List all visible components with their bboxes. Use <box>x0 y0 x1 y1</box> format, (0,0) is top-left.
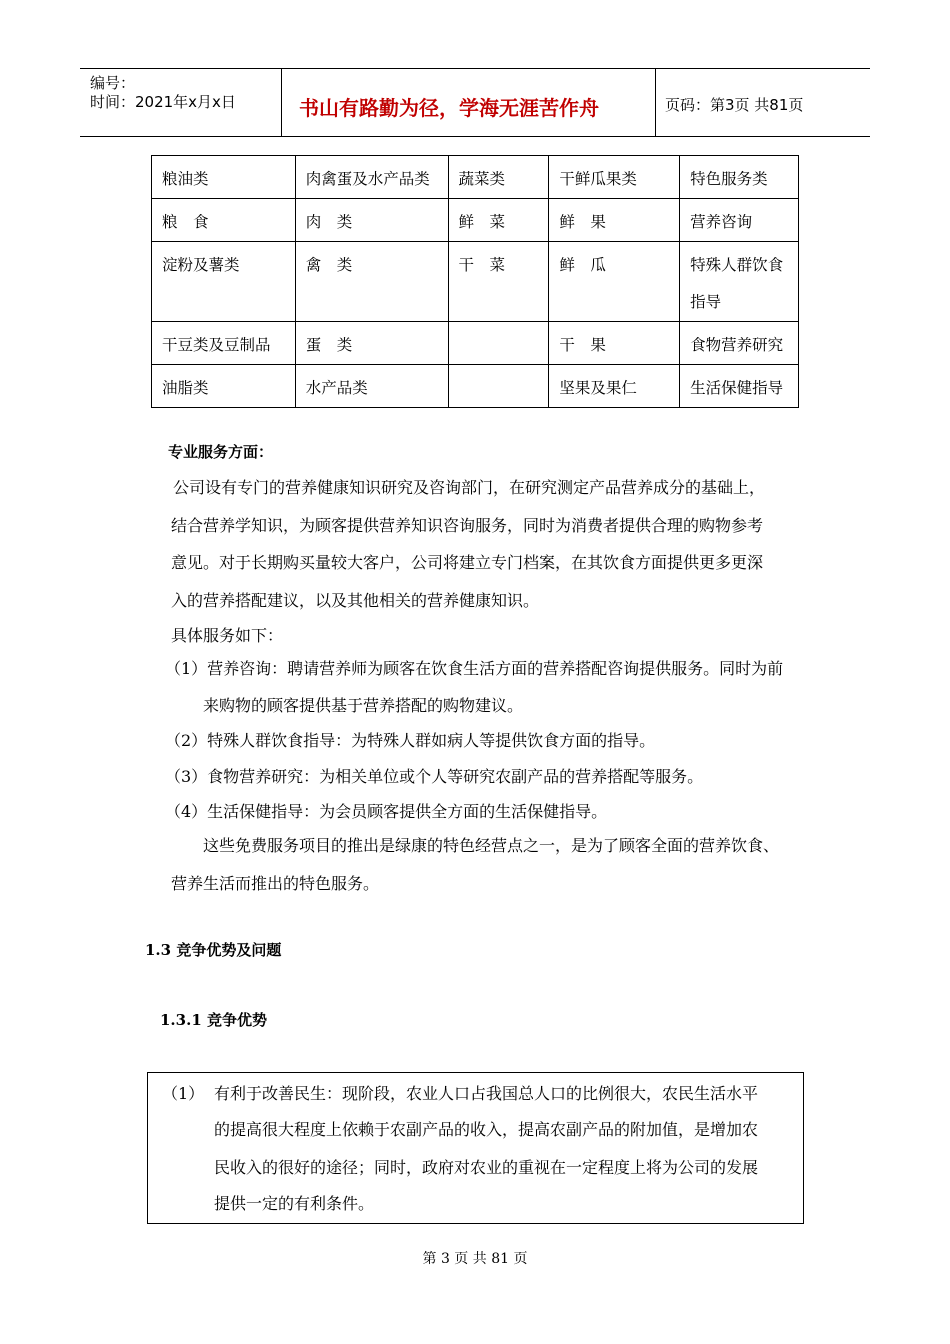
advantage-line: 民收入的很好的途径；同时，政府对农业的重视在一定程度上将为公司的发展 <box>214 1158 759 1177</box>
table-row <box>152 199 799 242</box>
table-cell: 生活保健指导 <box>680 365 799 408</box>
table-cell: 鲜 果 <box>549 199 680 242</box>
table-cell: 粮 食 <box>152 199 296 242</box>
table-cell: 淀粉及薯类 <box>152 242 296 322</box>
table-cell <box>448 322 549 365</box>
table-row <box>152 156 799 199</box>
service-item-3: （3）食物营养研究：为相关单位或个人等研究农副产品的营养搭配等服务。 <box>165 767 704 786</box>
header-top-rule <box>80 68 870 69</box>
table-cell: 干 菜 <box>448 242 549 322</box>
table-cell: 蔬菜类 <box>448 156 549 199</box>
advantage-box <box>147 1072 804 1224</box>
service-paragraph-line: 入的营养搭配建议，以及其他相关的营养健康知识。 <box>171 591 540 610</box>
table-cell: 肉 类 <box>295 199 448 242</box>
page-footer: 第 3 页 共 81 页 <box>422 1251 528 1267</box>
header-bottom-rule <box>80 136 870 137</box>
service-closing-line: 营养生活而推出的特色服务。 <box>171 874 380 893</box>
table-cell: 蛋 类 <box>295 322 448 365</box>
advantage-line: 提供一定的有利条件。 <box>214 1194 375 1213</box>
table-row <box>152 322 799 365</box>
service-paragraph-line: 意见。对于长期购买量较大客户，公司将建立专门档案，在其饮食方面提供更多更深 <box>171 553 764 572</box>
table-cell: 鲜 瓜 <box>549 242 680 322</box>
table-cell: 坚果及果仁 <box>549 365 680 408</box>
table-cell: 特色服务类 <box>680 156 799 199</box>
table-cell: 油脂类 <box>152 365 296 408</box>
service-item-4: （4）生活保健指导：为会员顾客提供全方面的生活保健指导。 <box>165 802 608 821</box>
header-number-label: 编号： <box>90 74 136 92</box>
table-cell <box>448 365 549 408</box>
service-heading: 专业服务方面： <box>168 443 274 461</box>
table-cell: 肉禽蛋及水产品类 <box>295 156 448 199</box>
table-cell: 干豆类及豆制品 <box>152 322 296 365</box>
service-paragraph-line: 公司设有专门的营养健康知识研究及咨询部门，在研究测定产品营养成分的基础上， <box>173 478 766 497</box>
table-cell: 干 果 <box>549 322 680 365</box>
header-divider-left <box>281 68 282 136</box>
section-heading-1-3: 1.3 竞争优势及问题 <box>145 941 282 959</box>
advantage-number: （1） <box>162 1084 205 1103</box>
header-motto: 书山有路勤为径，学海无涯苦作舟 <box>299 96 599 120</box>
table-cell: 营养咨询 <box>680 199 799 242</box>
section-heading-1-3-1: 1.3.1 竞争优势 <box>160 1011 267 1029</box>
table-cell: 干鲜瓜果类 <box>549 156 680 199</box>
table-cell: 水产品类 <box>295 365 448 408</box>
table-cell: 禽 类 <box>295 242 448 322</box>
table-cell: 食物营养研究 <box>680 322 799 365</box>
service-item-2: （2）特殊人群饮食指导：为特殊人群如病人等提供饮食方面的指导。 <box>165 731 656 750</box>
service-closing-line: 这些免费服务项目的推出是绿康的特色经营点之一，是为了顾客全面的营养饮食、 <box>203 836 780 855</box>
advantage-line: 的提高很大程度上依赖于农副产品的收入，提高农副产品的附加值，是增加农 <box>214 1120 759 1139</box>
header-divider-right <box>655 68 656 136</box>
advantage-line: 有利于改善民生：现阶段，农业人口占我国总人口的比例很大，农民生活水平 <box>214 1084 759 1103</box>
table-row <box>152 242 799 322</box>
service-list-intro: 具体服务如下： <box>171 626 284 645</box>
service-paragraph-line: 结合营养学知识，为顾客提供营养知识咨询服务，同时为消费者提供合理的购物参考 <box>171 516 764 535</box>
header-page-label: 页码：第3页 共81页 <box>665 96 804 114</box>
table-cell: 特殊人群饮食指导 <box>680 242 799 322</box>
table-cell: 鲜 菜 <box>448 199 549 242</box>
service-item-1-cont: 来购物的顾客提供基于营养搭配的购物建议。 <box>203 696 524 715</box>
table-cell: 粮油类 <box>152 156 296 199</box>
header-date-label: 时间：2021年x月x日 <box>90 93 236 111</box>
service-item-1: （1）营养咨询：聘请营养师为顾客在饮食生活方面的营养搭配咨询提供服务。同时为前 <box>165 659 784 678</box>
table-row <box>152 365 799 408</box>
category-table <box>151 155 799 408</box>
